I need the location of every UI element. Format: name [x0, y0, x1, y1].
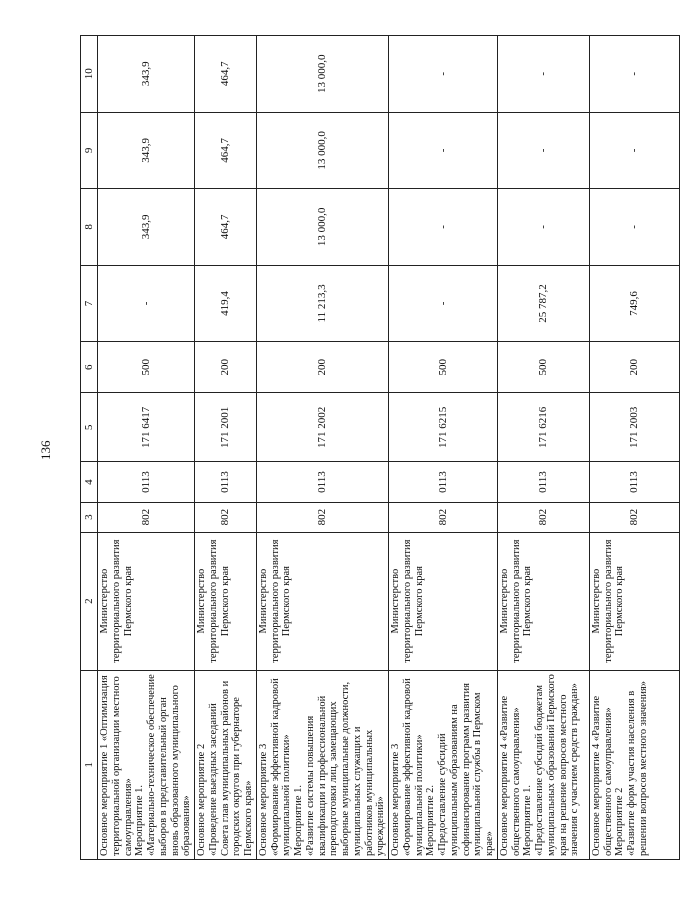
- expense-type-cell: 500: [389, 342, 498, 393]
- activity-line: «Развитие системы повышения квалификации и профессиональной переподготовки лиц, замещающих выборные муниципальные должности, муниципальных служащих и работников муниципальных учреждений»: [304, 681, 387, 856]
- header-cell: 3: [81, 502, 98, 532]
- target-code-cell: 171 2001: [195, 393, 257, 462]
- activity-line: Мероприятие 1.: [522, 784, 534, 856]
- code-cell: 802: [497, 502, 589, 532]
- header-cell: 4: [81, 462, 98, 502]
- program-table: [80, 35, 649, 860]
- section-cell: 0113: [589, 462, 679, 502]
- value-cell: -: [389, 36, 498, 113]
- section-cell: 0113: [98, 462, 195, 502]
- section-cell: 0113: [497, 462, 589, 502]
- executor-cell: Министерство территориального развития Пермского края: [497, 532, 589, 670]
- value-cell: -: [497, 189, 589, 266]
- expense-type-cell: 200: [195, 342, 257, 393]
- header-cell: 10: [81, 36, 98, 113]
- value-cell: 25 787,2: [497, 265, 589, 342]
- target-code-cell: 171 6215: [389, 393, 498, 462]
- code-cell: 802: [195, 502, 257, 532]
- activity-line: «Материально-техническое обеспечение выборов в представительный орган вновь образованного муниципального образования»: [146, 674, 193, 856]
- value-cell: -: [497, 112, 589, 189]
- header-row: [81, 36, 98, 860]
- activity-line: Основное мероприятие 2: [196, 743, 207, 856]
- expense-type-cell: 500: [98, 342, 195, 393]
- activity-cell: [256, 670, 388, 859]
- header-cell: 9: [81, 112, 98, 189]
- executor-cell: Министерство территориального развития Пермского края: [195, 532, 257, 670]
- value-cell: 343,9: [98, 189, 195, 266]
- activity-line: «Предоставление субсидий муниципальным образованиям на софинансирование программ развития муниципальной службы в Пермском крае»: [437, 683, 495, 856]
- value-cell: 13 000,0: [256, 112, 388, 189]
- activity-line: Основное мероприятие 1 «Оптимизация территориальной организации местного самоуправления»: [99, 675, 134, 856]
- expense-type-cell: 500: [497, 342, 589, 393]
- activity-line: Мероприятие 1.: [293, 784, 304, 856]
- value-cell: 419,4: [195, 265, 257, 342]
- value-cell: -: [589, 112, 679, 189]
- table-row: [256, 36, 388, 860]
- page-number: 136: [38, 440, 53, 460]
- value-cell: -: [589, 36, 679, 113]
- header-cell: 7: [81, 265, 98, 342]
- activity-line: Основное мероприятие 3 «Формирование эффективной кадровой муниципальной политики»: [390, 678, 425, 856]
- executor-cell: Министерство территориального развития Пермского края: [256, 532, 388, 670]
- target-code-cell: 171 6417: [98, 393, 195, 462]
- value-cell: -: [589, 189, 679, 266]
- activity-line: «Проведение выездных заседаний Совета глав муниципальных районов и городских округов при губернаторе Пермского края»: [207, 680, 254, 856]
- value-cell: 343,9: [98, 36, 195, 113]
- section-cell: 0113: [389, 462, 498, 502]
- header-cell: 6: [81, 342, 98, 393]
- code-cell: 802: [98, 502, 195, 532]
- section-cell: 0113: [195, 462, 257, 502]
- funding-table: [80, 35, 680, 860]
- executor-cell: Министерство территориального развития Пермского края: [589, 532, 679, 670]
- code-cell: 802: [256, 502, 388, 532]
- activity-cell: [497, 670, 589, 859]
- activity-line: Мероприятие 1.: [134, 784, 146, 856]
- value-cell: -: [497, 36, 589, 113]
- activity-line: «Развитие форм участия населения в решении вопросов местного значения»: [626, 680, 649, 856]
- table-row: [98, 36, 195, 860]
- target-code-cell: 171 2002: [256, 393, 388, 462]
- activity-line: Основное мероприятие 3 «Формирование эффективной кадровой муниципальной политики»: [257, 678, 293, 856]
- activity-cell: [195, 670, 257, 859]
- target-code-cell: 171 6216: [497, 393, 589, 462]
- value-cell: 13 000,0: [256, 36, 388, 113]
- activity-line: Мероприятие 2: [614, 787, 626, 856]
- table-row: [589, 36, 679, 860]
- value-cell: 464,7: [195, 36, 257, 113]
- code-cell: 802: [589, 502, 679, 532]
- activity-line: Мероприятие 2.: [425, 784, 437, 856]
- expense-type-cell: 200: [589, 342, 679, 393]
- activity-cell: [98, 670, 195, 859]
- activity-line: «Предоставление субсидий бюджетам муниципальных образований Пермского края на решение вопросов местного значения с участием средств граждан»: [534, 674, 581, 856]
- executor-cell: Министерство территориального развития Пермского края: [389, 532, 498, 670]
- value-cell: -: [389, 112, 498, 189]
- value-cell: -: [389, 189, 498, 266]
- header-cell: 5: [81, 393, 98, 462]
- header-cell: 2: [81, 532, 98, 670]
- value-cell: 464,7: [195, 189, 257, 266]
- code-cell: 802: [389, 502, 498, 532]
- value-cell: 749,6: [589, 265, 679, 342]
- header-cell: 8: [81, 189, 98, 266]
- table-row: [195, 36, 257, 860]
- section-cell: 0113: [256, 462, 388, 502]
- target-code-cell: 171 2003: [589, 393, 679, 462]
- value-cell: 13 000,0: [256, 189, 388, 266]
- executor-cell: Министерство территориального развития Пермского края: [98, 532, 195, 670]
- value-cell: 464,7: [195, 112, 257, 189]
- activity-cell: [589, 670, 679, 859]
- value-cell: 343,9: [98, 112, 195, 189]
- table-row: [497, 36, 589, 860]
- table-row: [389, 36, 498, 860]
- value-cell: 11 213,3: [256, 265, 388, 342]
- header-cell: 1: [81, 670, 98, 859]
- activity-line: Основное мероприятие 4 «Развитие общественного самоуправления»: [590, 695, 614, 856]
- activity-line: Основное мероприятие 4 «Развитие общественного самоуправления»: [498, 695, 522, 856]
- value-cell: -: [389, 265, 498, 342]
- expense-type-cell: 200: [256, 342, 388, 393]
- activity-cell: [389, 670, 498, 859]
- value-cell: -: [98, 265, 195, 342]
